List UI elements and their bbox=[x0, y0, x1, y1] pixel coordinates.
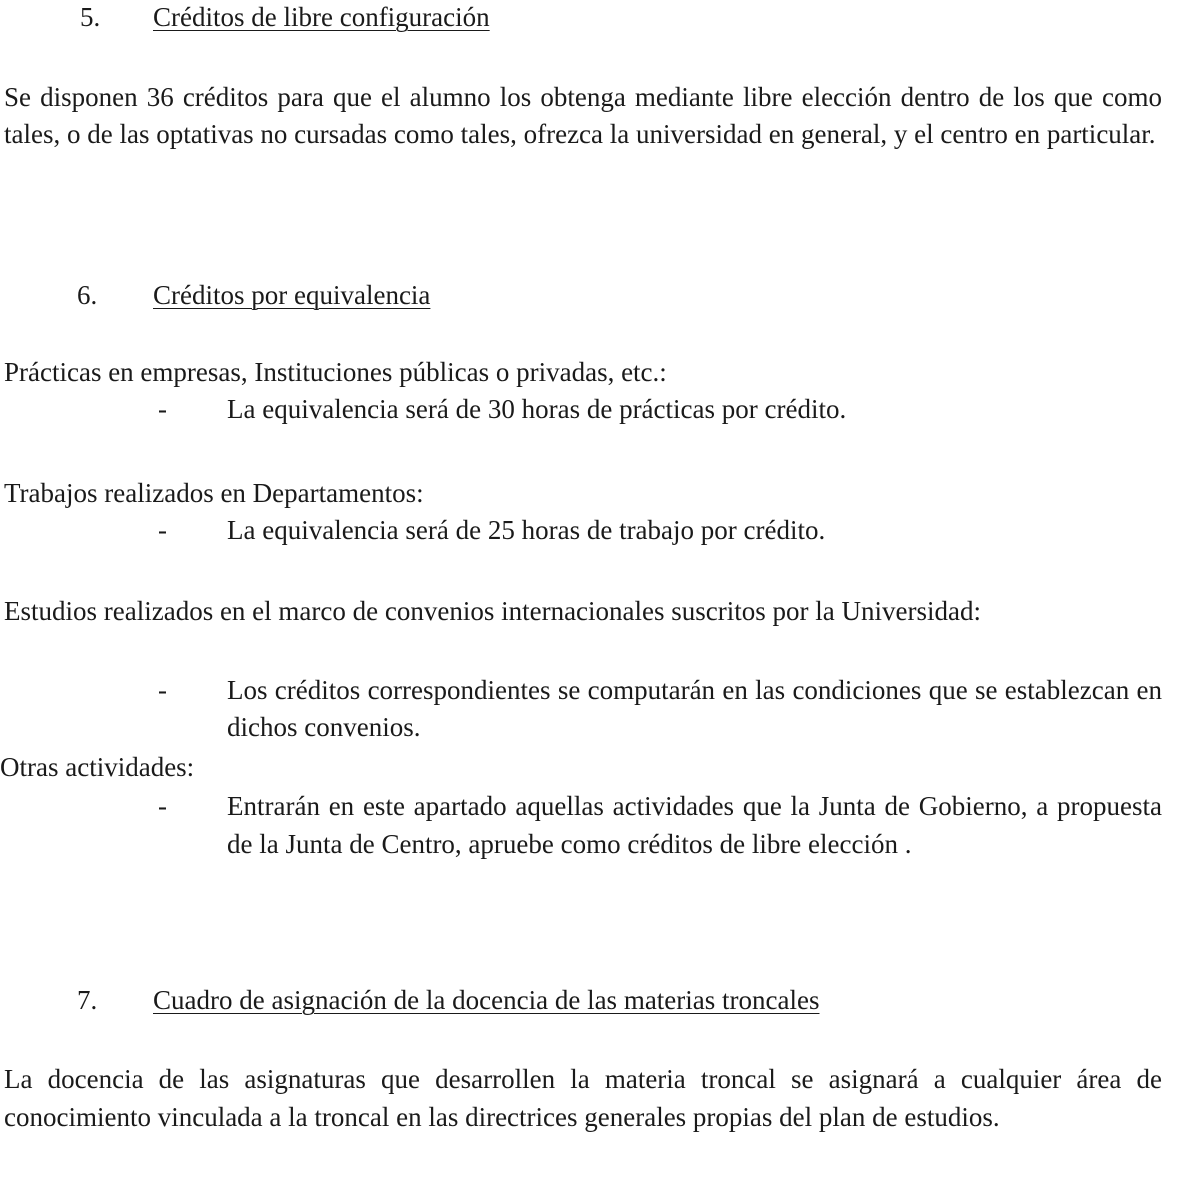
bullet-dash: - bbox=[158, 394, 167, 424]
equivalence-label-trabajos: Trabajos realizados en Departamentos: bbox=[4, 478, 424, 508]
equivalence-text-otras: Entrarán en este apartado aquellas actividades que la Junta de Gobierno, a propuesta de la Junta de Centro, apruebe como créditos de libre elección . bbox=[227, 791, 1162, 859]
bullet-dash: - bbox=[158, 515, 167, 545]
section-5-number: 5. bbox=[80, 2, 101, 32]
equivalence-label-estudios: Estudios realizados en el marco de convenios internacionales suscritos por la Universidad: bbox=[4, 596, 981, 626]
section-7-number: 7. bbox=[77, 985, 98, 1015]
section-5-paragraph: Se disponen 36 créditos para que el alumno los obtenga mediante libre elección dentro de los que como tales, o de las optativas no cursadas como tales, ofrezca la universidad en general, y el centro en particular. bbox=[4, 82, 1162, 149]
equivalence-text-practicas: La equivalencia será de 30 horas de prácticas por crédito. bbox=[227, 394, 847, 424]
bullet-dash: - bbox=[158, 791, 167, 821]
section-7-paragraph: La docencia de las asignaturas que desarrollen la materia troncal se asignará a cualquier área de conocimiento vinculada a la troncal en las directrices generales propias del plan de estudios. bbox=[4, 1064, 1162, 1132]
bullet-dash: - bbox=[158, 675, 167, 705]
equivalence-text-estudios: Los créditos correspondientes se computarán en las condiciones que se establezcan en dichos convenios. bbox=[227, 675, 1162, 742]
equivalence-text-trabajos: La equivalencia será de 25 horas de trabajo por crédito. bbox=[227, 515, 826, 545]
section-7-title: Cuadro de asignación de la docencia de las materias troncales bbox=[153, 985, 820, 1015]
equivalence-label-otras: Otras actividades: bbox=[0, 752, 195, 782]
section-6-title: Créditos por equivalencia bbox=[153, 280, 431, 310]
section-5-title: Créditos de libre configuración bbox=[153, 2, 490, 32]
section-6-number: 6. bbox=[77, 280, 98, 310]
equivalence-label-practicas: Prácticas en empresas, Instituciones públicas o privadas, etc.: bbox=[4, 357, 667, 387]
